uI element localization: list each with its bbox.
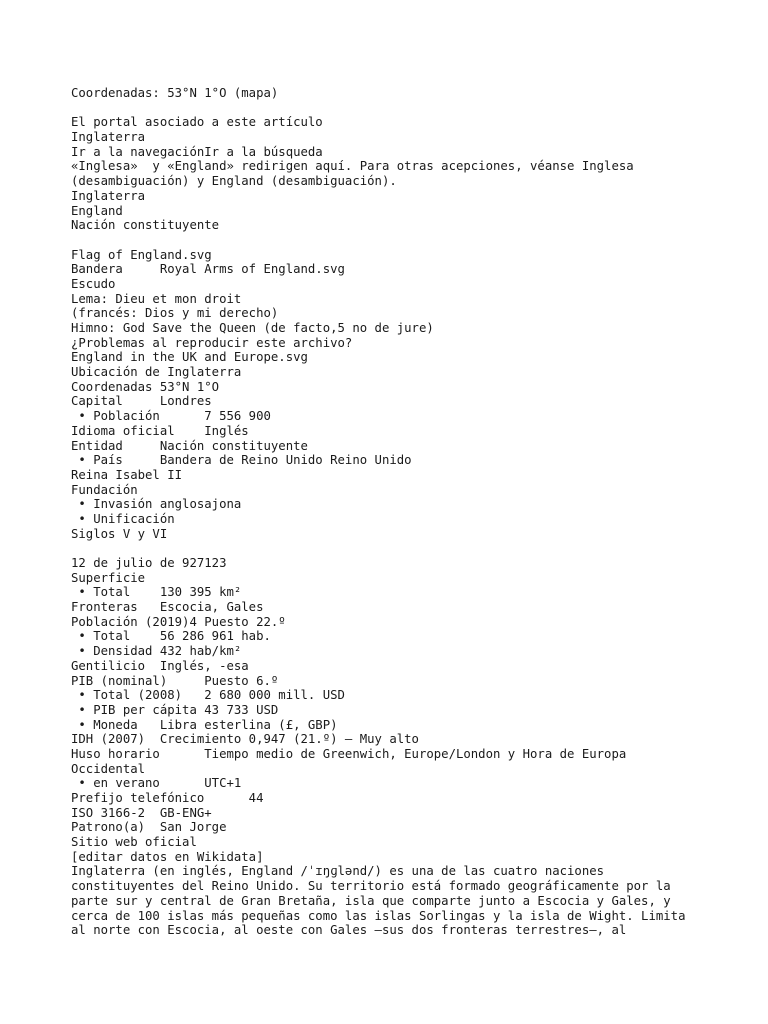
text-line: ¿Problemas al reproducir este archivo? bbox=[71, 335, 353, 350]
text-line: parte sur y central de Gran Bretaña, isla que comparte junto a Escocia y Gales, y bbox=[71, 893, 671, 908]
text-line: • Total (2008) 2 680 000 mill. USD bbox=[71, 688, 345, 703]
text-line: Flag of England.svg bbox=[71, 247, 212, 262]
text-line: • País Bandera de Reino Unido Reino Unido bbox=[71, 453, 412, 468]
text-line: Patrono(a) San Jorge bbox=[71, 820, 227, 835]
text-line: • Total 130 395 km² bbox=[71, 585, 242, 600]
text-line: Occidental bbox=[71, 761, 146, 776]
text-line bbox=[71, 541, 711, 556]
text-line: Gentilicio Inglés, -esa bbox=[71, 658, 249, 673]
text-line: Huso horario Tiempo medio de Greenwich, Europe/London y Hora de Europa bbox=[71, 746, 627, 761]
text-line: cerca de 100 islas más pequeñas como las islas Sorlingas y la isla de Wight. Limita bbox=[71, 908, 686, 923]
text-line: Nación constituyente bbox=[71, 218, 220, 233]
text-line: (desambiguación) y England (desambiguación). bbox=[71, 174, 397, 189]
text-line: • Invasión anglosajona bbox=[71, 497, 242, 512]
text-line: • en verano UTC+1 bbox=[71, 776, 242, 791]
text-line: Bandera Royal Arms of England.svg bbox=[71, 262, 345, 277]
text-line: 12 de julio de 927123 bbox=[71, 556, 227, 570]
text-line: Siglos V y VI bbox=[71, 526, 168, 541]
text-line bbox=[71, 101, 711, 116]
text-line: ISO 3166-2 GB-ENG+ bbox=[71, 805, 212, 820]
text-line: IDH (2007) Crecimiento 0,947 (21.º) – Muy alto bbox=[71, 732, 419, 747]
text-line: Himno: God Save the Queen (de facto,5 no de jure) bbox=[71, 321, 434, 335]
text-line bbox=[71, 233, 711, 248]
text-line: Inglaterra bbox=[71, 130, 146, 145]
text-line: Fundación bbox=[71, 482, 138, 497]
text-line: constituyentes del Reino Unido. Su territorio está formado geográficamente por la bbox=[71, 879, 671, 894]
text-line: Capital Londres bbox=[71, 394, 212, 409]
text-line: [editar datos en Wikidata] bbox=[71, 849, 264, 864]
text-line: Coordenadas: 53°N 1°O (mapa) bbox=[71, 86, 279, 100]
text-line: Inglaterra bbox=[71, 188, 146, 203]
text-line: Ir a la navegaciónIr a la búsqueda bbox=[71, 144, 323, 159]
text-line: Reina Isabel II bbox=[71, 467, 183, 482]
text-line: England bbox=[71, 203, 123, 218]
text-line: Escudo bbox=[71, 276, 116, 291]
text-line: • Unificación bbox=[71, 511, 175, 526]
text-line: Lema: Dieu et mon droit bbox=[71, 291, 242, 306]
text-line: al norte con Escocia, al oeste con Gales —sus dos fronteras terrestres—, al bbox=[71, 923, 627, 938]
text-line: • Población 7 556 900 bbox=[71, 409, 271, 424]
text-line: Prefijo telefónico 44 bbox=[71, 791, 264, 805]
text-line: Superficie bbox=[71, 570, 146, 585]
text-line: Población (2019)4 Puesto 22.º bbox=[71, 614, 286, 629]
text-line: (francés: Dios y mi derecho) bbox=[71, 306, 279, 321]
text-line: PIB (nominal) Puesto 6.º bbox=[71, 673, 279, 688]
text-line: Ubicación de Inglaterra bbox=[71, 365, 242, 380]
text-line: Sitio web oficial bbox=[71, 835, 197, 850]
text-line: Coordenadas 53°N 1°O bbox=[71, 379, 220, 394]
text-line: • Moneda Libra esterlina (£, GBP) bbox=[71, 717, 338, 732]
text-line: Fronteras Escocia, Gales bbox=[71, 600, 264, 615]
text-line: England in the UK and Europe.svg bbox=[71, 350, 308, 365]
text-line: Inglaterra (en inglés, England /ˈɪŋɡlənd/) es una de las cuatro naciones bbox=[71, 864, 605, 879]
text-line: «Inglesa» y «England» redirigen aquí. Para otras acepciones, véanse Inglesa bbox=[71, 159, 634, 174]
text-line: El portal asociado a este artículo bbox=[71, 115, 323, 130]
text-line: • PIB per cápita 43 733 USD bbox=[71, 702, 279, 717]
text-line: Idioma oficial Inglés bbox=[71, 423, 249, 438]
text-line: Entidad Nación constituyente bbox=[71, 438, 308, 453]
text-line: • Total 56 286 961 hab. bbox=[71, 629, 271, 644]
document-body bbox=[71, 86, 711, 938]
text-line: • Densidad 432 hab/km² bbox=[71, 644, 242, 659]
